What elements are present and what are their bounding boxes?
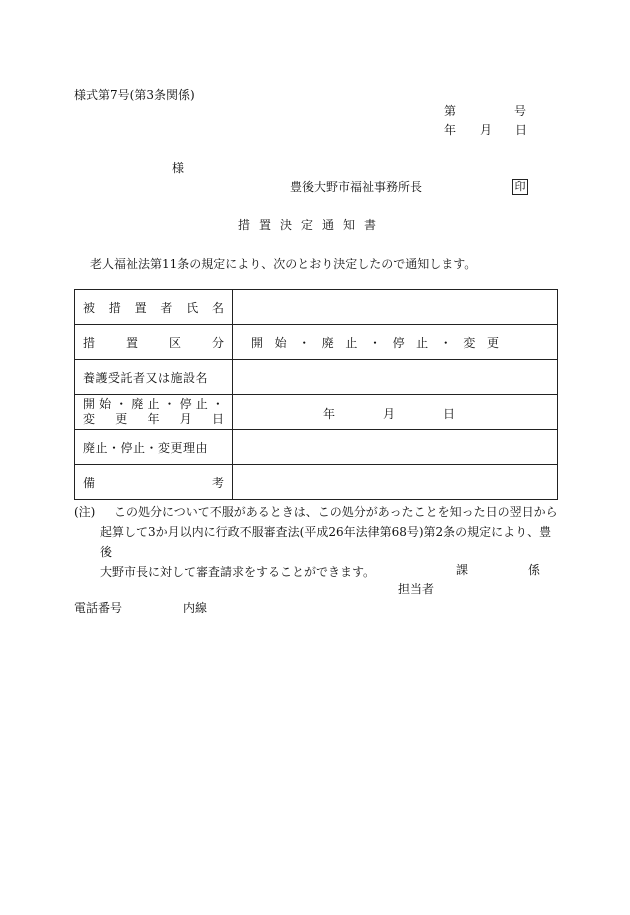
- label-char: 考: [211, 475, 224, 490]
- contact-phone-label: 電話番号: [74, 601, 123, 615]
- table-row: [75, 325, 558, 360]
- label-text: 廃止・停止・変更理由: [83, 440, 209, 455]
- date-month: 月: [480, 123, 493, 137]
- note-line-1: この処分について不服があるときは、この処分があったことを知った日の翌日から: [114, 505, 558, 519]
- label-char: ・: [298, 335, 311, 350]
- label-char: ・: [115, 397, 128, 411]
- value-change-date[interactable]: [233, 395, 558, 430]
- label-text: [83, 299, 224, 316]
- value-measure-category[interactable]: [233, 325, 558, 360]
- label-text: [83, 334, 224, 351]
- label-facility: [75, 360, 233, 395]
- label-text: 養護受託者又は施設名: [83, 370, 209, 385]
- contact-tantousha: 担当者: [398, 582, 435, 596]
- label-char: 停: [179, 397, 192, 411]
- decision-table: [74, 289, 558, 500]
- label-char: 廃: [321, 335, 334, 350]
- date-year: 年: [444, 123, 457, 137]
- label-measure-category: [75, 325, 233, 360]
- label-char: 停: [392, 335, 405, 350]
- label-char: 備: [83, 475, 96, 490]
- label-text: [83, 474, 224, 491]
- label-char: 止: [345, 335, 358, 350]
- contact-ka: 課: [456, 563, 469, 577]
- issuer-name: 豊後大野市福祉事務所長: [290, 180, 423, 194]
- document-title: 措置決定通知書: [238, 218, 386, 232]
- addressee-sama: 様: [172, 161, 185, 175]
- label-char: 措: [108, 300, 121, 315]
- label-char: ・: [368, 335, 381, 350]
- label-char: 変: [463, 335, 476, 350]
- appeal-note: [74, 502, 560, 582]
- value-reason[interactable]: [233, 430, 558, 465]
- table-row: [75, 395, 558, 430]
- label-char: ・: [211, 397, 224, 411]
- label-char: 止: [147, 397, 160, 411]
- label-char: 氏: [186, 300, 199, 315]
- contact-extension-label: 内線: [183, 601, 208, 615]
- label-char: ・: [163, 397, 176, 411]
- table-row: [75, 465, 558, 500]
- label-reason: [75, 430, 233, 465]
- number-go: 号: [514, 104, 527, 118]
- label-char: 止: [195, 397, 208, 411]
- label-char: 措: [83, 335, 96, 350]
- label-char: 区: [168, 335, 181, 350]
- label-char: 開: [251, 335, 264, 350]
- value-remarks[interactable]: [233, 465, 558, 500]
- note-line-2: 起算して3か月以内に行政不服審査法(平成26年法律第68号)第2条の規定により、豊後: [100, 525, 552, 559]
- form-number: 様式第7号(第3条関係): [74, 88, 195, 102]
- label-char: 置: [125, 335, 138, 350]
- label-char: 名: [211, 300, 224, 315]
- note-line-3: 大野市長に対して審査請求をすることができます。: [100, 565, 376, 579]
- label-subject-name: [75, 290, 233, 325]
- value-month: 月: [383, 407, 396, 421]
- label-char: 廃: [131, 397, 144, 411]
- label-char: 更: [486, 335, 499, 350]
- label-char: ・: [439, 335, 452, 350]
- contact-kakari: 係: [528, 563, 541, 577]
- label-char: 年: [147, 412, 160, 426]
- measure-options: [233, 334, 499, 351]
- value-year: 年: [323, 407, 336, 421]
- note-marker: (注): [74, 505, 96, 519]
- label-char: 止: [416, 335, 429, 350]
- table-row: [75, 360, 558, 395]
- label-char: 始: [274, 335, 287, 350]
- label-char: 置: [134, 300, 147, 315]
- label-char: 月: [179, 412, 192, 426]
- label-char: 開: [83, 397, 96, 411]
- number-dai: 第: [444, 104, 457, 118]
- label-change-date: [75, 395, 233, 430]
- label-char: 者: [160, 300, 173, 315]
- value-day: 日: [443, 407, 456, 421]
- value-subject-name[interactable]: [233, 290, 558, 325]
- intro-text: 老人福祉法第11条の規定により、次のとおり決定したので通知します。: [90, 257, 477, 271]
- label-char: 日: [211, 412, 224, 426]
- label-char: 始: [99, 397, 112, 411]
- value-facility[interactable]: [233, 360, 558, 395]
- label-line-1: [83, 397, 224, 412]
- label-char: 更: [115, 412, 128, 426]
- date-day: 日: [515, 123, 528, 137]
- label-char: 変: [83, 412, 96, 426]
- table-row: [75, 430, 558, 465]
- label-remarks: [75, 465, 233, 500]
- label-char: 分: [211, 335, 224, 350]
- label-line-2: [83, 412, 224, 427]
- label-char: 被: [83, 300, 96, 315]
- seal-stamp: 印: [512, 179, 528, 195]
- table-row: [75, 290, 558, 325]
